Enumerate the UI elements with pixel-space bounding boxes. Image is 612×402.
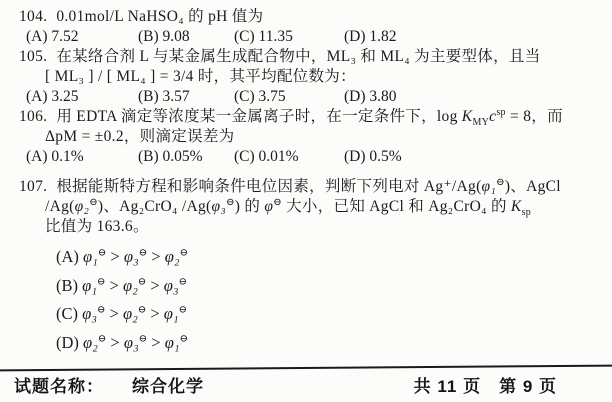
option-106-c: (C) 0.01% (234, 148, 299, 165)
question-106-text-line1: 用 EDTA 滴定等浓度某一金属离子时，在一定条件下，$\log K_{MY}c^{sp} = 8$，而 (56, 106, 563, 129)
option-104-b: (B) 9.08 (138, 28, 190, 45)
question-104-number: 104. (19, 8, 48, 25)
question-104-stem (19, 7, 604, 27)
option-106-d: (D) 0.5% (344, 148, 402, 165)
question-105 (19, 47, 604, 107)
question-105-number: 105. (19, 48, 48, 65)
question-104-options (19, 27, 604, 47)
exam-title-value: 综合化学 (132, 377, 204, 396)
current-page: 第 9 页 (499, 377, 557, 396)
question-107-stem-line2: /Ag(φ₂⊖)、Ag₂CrO₄ /Ag(φ₃⊖) 的 φ⊖ 大小，已知 AgCl 和 Ag₂CrO₄ 的 $K_{sp}$ (45, 196, 532, 219)
option-106-a: (A) 0.1% (26, 148, 84, 165)
option-104-a: (A) 7.52 (26, 28, 79, 45)
option-105-a: (A) 3.25 (26, 88, 79, 105)
question-107-number: 107. (19, 178, 48, 195)
footer-left (14, 372, 204, 397)
option-104-c: (C) 11.35 (234, 28, 293, 45)
option-107-a: (A) φ₁⊖ > φ₃⊖ > φ₂⊖ (56, 247, 188, 266)
question-107-stem-line3: 比值为 163.6。 (45, 218, 149, 235)
option-107-b: (B) φ₁⊖ > φ₂⊖ > φ₃⊖ (56, 275, 188, 295)
option-105-d: (D) 3.80 (344, 88, 397, 105)
option-107-c: (C) φ₃⊖ > φ₂⊖ > φ₁⊖ (56, 304, 188, 323)
footer (14, 372, 557, 397)
question-106-options (19, 147, 604, 167)
question-107-text-line1: 根据能斯特方程和影响条件电位因素，判断下列电对 Ag⁺/Ag(φ₁⊖)、AgCl (56, 176, 561, 195)
option-105-b: (B) 3.57 (138, 88, 190, 105)
option-104-d: (D) 1.82 (344, 28, 397, 45)
total-pages: 共 11 页 (413, 377, 482, 396)
question-105-options (19, 87, 604, 107)
question-104 (19, 7, 604, 47)
question-106 (19, 107, 604, 167)
exam-title-label: 试题名称： (14, 377, 104, 396)
footer-divider-line (0, 365, 612, 372)
footer-right (414, 372, 557, 397)
question-107-options (19, 243, 604, 357)
question-104-text: 0.01mol/L NaHSO₄ 的 pH 值为 (56, 8, 264, 25)
question-107-stem-line1 (19, 177, 604, 197)
option-106-b: (B) 0.05% (138, 148, 203, 165)
question-107 (19, 177, 604, 357)
question-106-stem-line1 (19, 107, 604, 127)
option-107-d: (D) φ₂⊖ > φ₃⊖ > φ₁⊖ (56, 332, 188, 352)
question-106-number: 106. (19, 108, 48, 125)
question-105-stem-line1 (19, 47, 604, 67)
option-105-c: (C) 3.75 (234, 88, 286, 105)
question-105-stem-line2: [ ML₃ ] / [ ML₄ ] = 3/4 时，其平均配位数为： (45, 68, 356, 85)
question-105-text-line1: 在某络合剂 L 与某金属生成配合物中，ML₃ 和 ML₄ 为主要型体，且当 (56, 48, 541, 65)
question-106-stem-line2: ΔpM = ±0.2，则滴定误差为 (45, 128, 235, 145)
